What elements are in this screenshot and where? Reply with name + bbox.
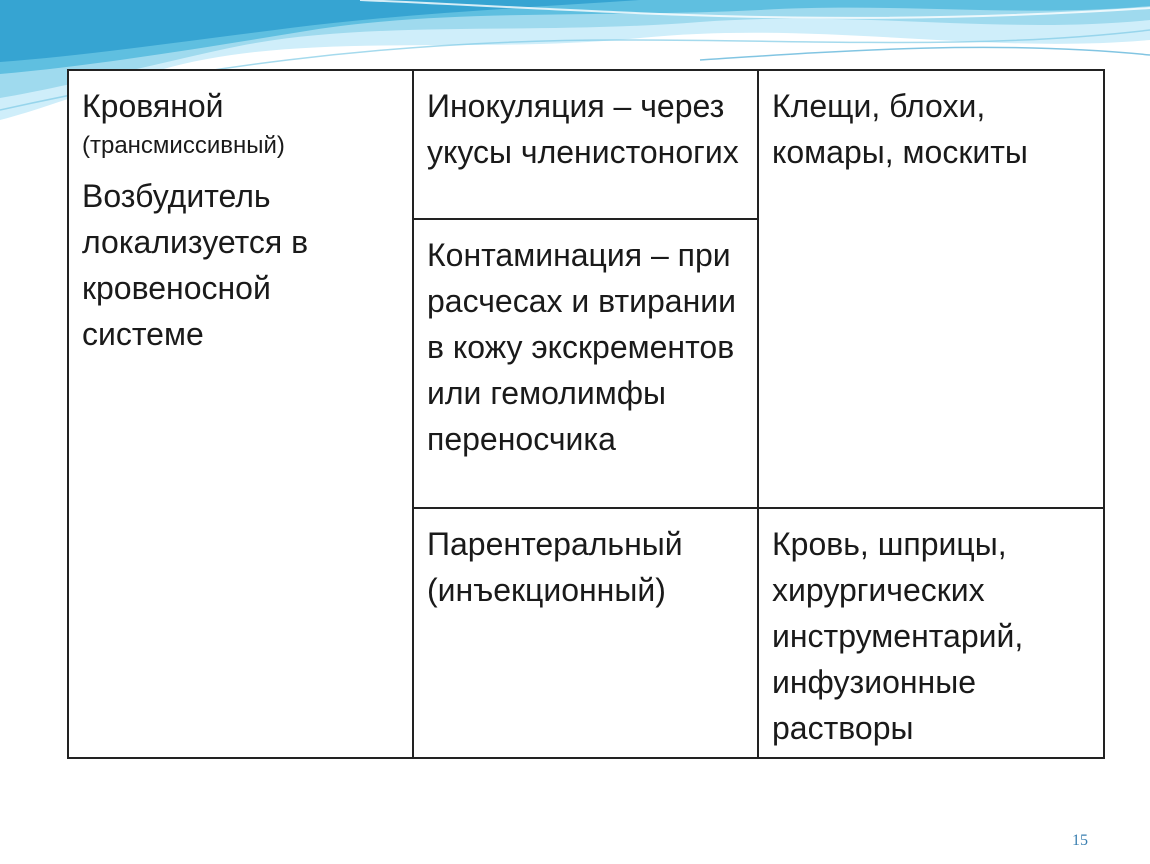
mechanism-parenteral-text: Парентеральный (инъекционный)	[427, 526, 683, 608]
route-cell	[68, 70, 413, 758]
page-number: 15	[1072, 832, 1088, 849]
vectors-cell-arthropods	[758, 70, 1104, 508]
mechanism-cell-inoculation	[413, 70, 758, 219]
transmission-table	[67, 69, 1105, 759]
spacer	[82, 163, 399, 173]
table-row	[68, 70, 1104, 219]
mechanism-cell-parenteral	[413, 508, 758, 758]
mechanism-inoculation-text: Инокуляция – через укусы членистоногих	[427, 88, 739, 170]
route-description: Возбудитель локализуется в кровеносной системе	[82, 178, 309, 352]
route-label: Кровяной	[82, 88, 224, 124]
vectors-arthropods-text: Клещи, блохи, комары, москиты	[772, 88, 1028, 170]
vectors-cell-blood	[758, 508, 1104, 758]
mechanism-cell-contamination	[413, 219, 758, 508]
vectors-blood-text: Кровь, шприцы, хирургических инструментарий, инфузионные растворы	[772, 526, 1024, 746]
route-sublabel: (трансмиссивный)	[82, 132, 285, 159]
mechanism-contamination-text: Контаминация – при расчесах и втирании в кожу экскрементов или гемолимфы переносчика	[427, 237, 736, 457]
